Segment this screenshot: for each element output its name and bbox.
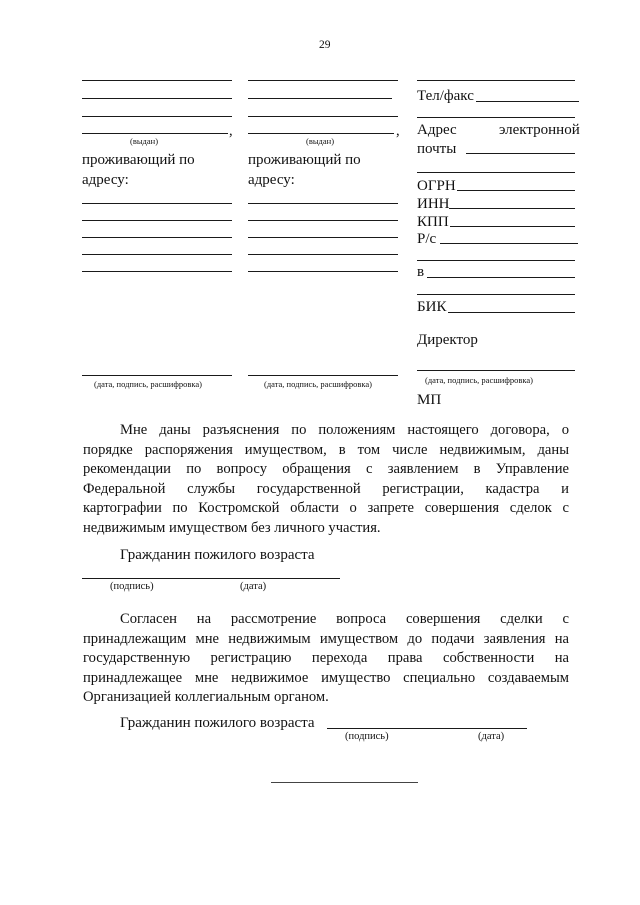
- paragraph-line: принадлежащее мне недвижимое имущество специально создаваемым: [83, 669, 569, 686]
- party2-issued-caption: (выдан): [306, 136, 335, 146]
- director-label: Директор: [417, 332, 478, 348]
- paragraph-line: государственную регистрацию перехода права собственности на: [83, 650, 569, 667]
- phone-line-2[interactable]: [417, 117, 575, 118]
- clarification-paragraph: [83, 421, 569, 539]
- elderly-citizen-label: Гражданин пожилого возраста: [120, 547, 315, 563]
- bank-label: в: [417, 264, 425, 280]
- bank-line-2[interactable]: [417, 294, 575, 295]
- email-line-2[interactable]: [417, 172, 575, 173]
- inn-line[interactable]: [449, 208, 575, 209]
- signature-caption: (подпись): [345, 731, 389, 742]
- account-label: Р/с: [417, 231, 437, 247]
- paragraph-line: рекомендации по вопросу обращения с заявлением в Управление: [83, 461, 569, 478]
- director-signature-caption: (дата, подпись, расшифровка): [425, 375, 533, 385]
- party1-address-line-4[interactable]: [82, 254, 232, 255]
- party2-passport-line-2[interactable]: [248, 116, 398, 117]
- email-line[interactable]: [466, 153, 575, 154]
- bik-label: БИК: [417, 299, 447, 315]
- party1-passport-line-2[interactable]: [82, 116, 232, 117]
- party1-address-line-1[interactable]: [82, 203, 232, 204]
- bik-line[interactable]: [448, 312, 575, 313]
- party1-issued-line[interactable]: [82, 133, 228, 134]
- stamp-label: МП: [417, 392, 442, 408]
- kpp-line[interactable]: [450, 226, 575, 227]
- org-name-line[interactable]: [417, 80, 575, 81]
- party1-address-label: проживающий по адресу:: [82, 152, 195, 188]
- phone-line[interactable]: [476, 101, 579, 102]
- email-label-2: электронной: [499, 122, 580, 138]
- phone-label: Тел/факс: [417, 88, 474, 104]
- ogrn-label: ОГРН: [417, 178, 456, 194]
- signature-caption: (подпись): [110, 581, 154, 592]
- party2-issued-line[interactable]: [248, 133, 394, 134]
- page-number: 29: [319, 39, 331, 51]
- account-line-2[interactable]: [417, 260, 575, 261]
- party1-address-line-5[interactable]: [82, 271, 232, 272]
- paragraph-line: Согласен на рассмотрение вопроса совершения сделки с: [120, 611, 569, 627]
- party1-issued-caption: (выдан): [130, 136, 159, 146]
- party1-passport-line[interactable]: [82, 98, 232, 99]
- email-label-3: почты: [417, 141, 457, 157]
- paragraph-line: Организацией коллегиальным органом.: [83, 689, 329, 706]
- inn-label: ИНН: [417, 196, 450, 212]
- elderly-citizen-label: Гражданин пожилого возраста: [120, 715, 315, 731]
- party2-address-line-1[interactable]: [248, 203, 398, 204]
- party1-name-line[interactable]: [82, 80, 232, 81]
- paragraph-line: Федеральной службы государственной регистрации, кадастра и: [83, 480, 569, 497]
- party1-address-line-2[interactable]: [82, 220, 232, 221]
- account-line[interactable]: [440, 243, 578, 244]
- party2-passport-line[interactable]: [248, 98, 392, 99]
- party2-address-line-2[interactable]: [248, 220, 398, 221]
- paragraph-line: картографии по Костромской области о запрете совершения сделок с: [83, 500, 569, 517]
- party2-address-line-5[interactable]: [248, 271, 398, 272]
- email-label: Адрес: [417, 122, 457, 138]
- date-caption: (дата): [478, 731, 505, 742]
- party2-address-line-4[interactable]: [248, 254, 398, 255]
- party2-address-line-3[interactable]: [248, 237, 398, 238]
- paragraph-line: Мне даны разъяснения по положениям настоящего договора, о: [120, 422, 569, 438]
- party1-address-line-3[interactable]: [82, 237, 232, 238]
- director-signature-line[interactable]: [417, 370, 575, 371]
- ogrn-line[interactable]: [457, 190, 575, 191]
- paragraph-line: недвижимым имуществом без личного участия.: [83, 519, 381, 536]
- consent-paragraph: [83, 610, 569, 708]
- party2-name-line[interactable]: [248, 80, 398, 81]
- elderly-signature-line[interactable]: [327, 728, 527, 729]
- elderly-signature-line[interactable]: [82, 578, 340, 579]
- paragraph-line: принадлежащим мне недвижимым имуществом до подачи заявления на: [83, 630, 569, 647]
- party2-signature-line[interactable]: [248, 375, 398, 376]
- party2-address-label: проживающий по адресу:: [248, 152, 361, 188]
- end-separator: [271, 782, 418, 783]
- date-caption: (дата): [240, 581, 267, 592]
- paragraph-line: порядке распоряжения имуществом, в том числе недвижимым, даны: [83, 441, 569, 458]
- party2-signature-caption: (дата, подпись, расшифровка): [264, 379, 372, 389]
- party1-signature-caption: (дата, подпись, расшифровка): [94, 379, 202, 389]
- party1-issued-comma: ,: [229, 123, 233, 139]
- bank-line[interactable]: [427, 277, 575, 278]
- party2-issued-comma: ,: [396, 123, 400, 139]
- kpp-label: КПП: [417, 214, 449, 230]
- party1-signature-line[interactable]: [82, 375, 232, 376]
